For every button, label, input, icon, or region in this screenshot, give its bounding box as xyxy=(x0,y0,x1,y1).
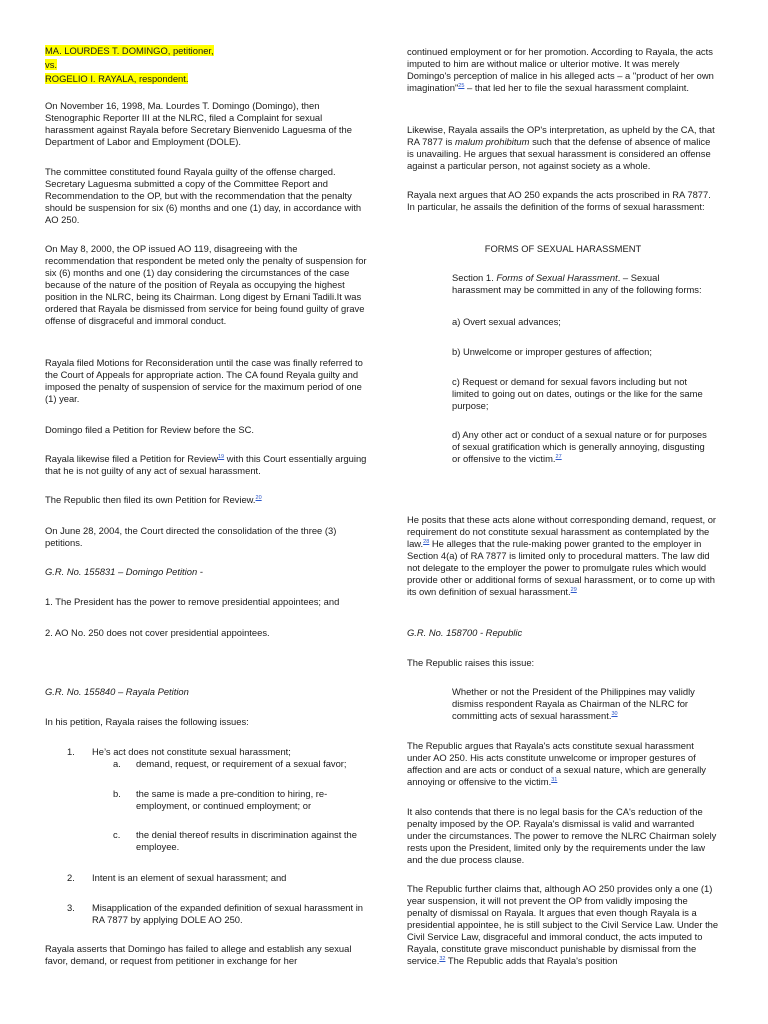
paragraph: Rayala filed Motions for Reconsideration until the case was finally referred to the Court of Appeals for appropriate action. The CA found Reyala guilty and imposed the penalty of suspension of service for the maximum period of one (1) year. xyxy=(45,357,363,404)
caption-vs: vs. xyxy=(45,59,57,70)
list-text: He’s act does not constitute sexual harassment; xyxy=(92,746,291,757)
footnote-link[interactable]: 28 xyxy=(423,538,430,545)
paragraph: The Republic raises this issue: xyxy=(407,657,535,668)
form-item: c) Request or demand for sexual favors including but not limited to going out on dates, outings or the like for the same purpose; xyxy=(452,376,703,411)
section-heading: G.R. No. 158700 - Republic xyxy=(407,627,523,638)
paragraph: 1. The President has the power to remove presidential appointees; and xyxy=(45,596,340,607)
paragraph: It also contends that there is no legal basis for the CA's reduction of the penalty imposed by the OP. Rayala's dismissal is valid and warranted under the circumstances. The power to remove the NLRC Chairman solely rests upon the President, limited only by the requirements under the law and the due process clause. xyxy=(407,806,717,865)
paragraph: The committee constituted found Rayala guilty of the offense charged. Secretary Laguesma submitted a copy of the Committee Report and Recommendation to the OP, but with the recommendation that the penalty should be suspension for six (6) months and one (1) day, in accordance with AO 250. xyxy=(45,166,362,225)
text: with this Court essentially arguing that he is not guilty of any act of sexual harassment. xyxy=(45,453,367,476)
list-letter: b. xyxy=(113,788,121,799)
list-text: the same is made a pre-condition to hiring, re-employment, or continued employment; or xyxy=(136,788,328,811)
text: The Republic argues that Rayala's acts constitute sexual harassment under AO 250. His acts constitute unwelcome or improper gestures of affection and are acts or conduct of a sexual nature, which are generally annoying or offensive to the victim. xyxy=(407,740,706,787)
paragraph xyxy=(407,46,719,94)
footnote-link[interactable]: 31 xyxy=(551,776,558,783)
list-letter: c. xyxy=(113,829,121,840)
text: such that the defense of absence of malice is unavailing. He argues that sexual harassment is considered an offense against a particular person, not against society as a whole. xyxy=(407,136,711,171)
text: – that led her to file the sexual harassment complaint. xyxy=(464,82,690,93)
section-text xyxy=(452,272,709,296)
paragraph xyxy=(45,453,367,477)
form-item: a) Overt sexual advances; xyxy=(452,316,561,327)
paragraph: Rayala asserts that Domingo has failed to allege and establish any sexual favor, demand, or request from petitioner in exchange for her xyxy=(45,943,352,966)
case-caption xyxy=(45,44,367,86)
forms-title: FORMS OF SEXUAL HARASSMENT xyxy=(484,243,642,254)
section-heading: G.R. No. 155831 – Domingo Petition - xyxy=(45,566,203,577)
footnote-link[interactable]: 25 xyxy=(458,82,465,89)
list-letter: a. xyxy=(113,758,121,769)
form-item: b) Unwelcome or improper gestures of affection; xyxy=(452,346,652,357)
paragraph: On June 28, 2004, the Court directed the consolidation of the three (3) petitions. xyxy=(45,525,337,548)
text: . – Sexual harassment may be committed in any of the following forms: xyxy=(452,272,702,295)
paragraph xyxy=(407,883,719,967)
text-italic: Forms of Sexual Harassment xyxy=(496,272,618,283)
paragraph xyxy=(407,124,719,172)
text: Section 1. xyxy=(452,272,497,283)
list-number: 1. xyxy=(67,746,75,757)
list-number: 3. xyxy=(67,902,75,913)
footnote-link[interactable]: 20 xyxy=(255,494,262,501)
paragraph: In his petition, Rayala raises the following issues: xyxy=(45,716,249,727)
text: Whether or not the President of the Philippines may validly dismiss respondent Rayala as Chairman of the NLRC for committing acts of sexual harassment. xyxy=(452,686,695,721)
list-text: Misapplication of the expanded definition of sexual harassment in RA 7877 by applying DOLE AO 250. xyxy=(92,902,364,925)
text: The Republic then filed its own Petition for Review. xyxy=(45,494,256,505)
list-text: Intent is an element of sexual harassment; and xyxy=(92,872,287,883)
text: Rayala likewise filed a Petition for Review xyxy=(45,453,218,464)
list-text: the denial thereof results in discrimination against the employee. xyxy=(136,829,357,852)
list-number: 2. xyxy=(67,872,75,883)
text-italic: malum prohibitum xyxy=(454,136,530,147)
issue-quote xyxy=(452,686,709,722)
text: d) Any other act or conduct of a sexual nature or for purposes of sexual gratification which is generally annoying, disgusting or offensive to the victim. xyxy=(452,429,707,464)
paragraph xyxy=(407,740,719,788)
form-item xyxy=(452,429,709,465)
caption-petitioner: MA. LOURDES T. DOMINGO, petitioner, xyxy=(45,45,214,56)
paragraph: Domingo filed a Petition for Review before the SC. xyxy=(45,424,254,435)
paragraph xyxy=(407,514,719,598)
text: He alleges that the rule-making power granted to the employer in Section 4(a) of RA 7877 is limited only to procedural matters. The law did not delegate to the employer the power to promulgate rules which would provide other or additional forms of sexual harassment, or to come up with its own definition of sexual harassment. xyxy=(407,538,715,597)
text: continued employment or for her promotion. According to Rayala, the acts imputed to him are without malice or ulterior motive. It was merely Domingo's perception of malice in his alleged acts – a "product of her own imagination" xyxy=(407,46,714,93)
paragraph xyxy=(45,494,367,506)
footnote-link[interactable]: 29 xyxy=(570,586,577,593)
footnote-link[interactable]: 30 xyxy=(611,710,618,717)
section-heading: G.R. No. 155840 – Rayala Petition xyxy=(45,686,189,697)
list-text: demand, request, or requirement of a sexual favor; xyxy=(136,758,347,769)
paragraph: On May 8, 2000, the OP issued AO 119, disagreeing with the recommendation that respondent be meted only the penalty of suspension for six (6) months and one (1) day considering the circumstances of the case because of the nature of the position of Reyala as occupying the highest position in the NLRC, being its Chairman. Long digest by Ernani Tadili.It was ordered that Rayala be dismissed from service for being found guilty of grave offense of disgraceful and immoral conduct. xyxy=(45,243,367,326)
text: He posits that these acts alone without corresponding demand, request, or requirement do not constitute sexual harassment as contemplated by the law. xyxy=(407,514,717,549)
caption-respondent: ROGELIO I. RAYALA, respondent. xyxy=(45,73,189,84)
text: The Republic adds that Rayala's position xyxy=(445,955,618,966)
paragraph: Rayala next argues that AO 250 expands the acts proscribed in RA 7877. In particular, he assails the definition of the forms of sexual harassment: xyxy=(407,189,711,212)
paragraph: 2. AO No. 250 does not cover presidential appointees. xyxy=(45,627,270,638)
footnote-link[interactable]: 27 xyxy=(555,453,562,460)
text: The Republic further claims that, although AO 250 provides only a one (1) year suspension, it will not prevent the OP from validly imposing the penalty of dismissal on Rayala. It argues that even though Rayala is a presidential appointee, he is still subject to the Civil Service Law. Under the Civil Service Law, disgraceful and immoral conduct, the acts imputed to Rayala, constitute grave misconduct punishable by dismissal from the service. xyxy=(407,883,719,966)
footnote-link[interactable]: 19 xyxy=(218,453,225,460)
paragraph: On November 16, 1998, Ma. Lourdes T. Domingo (Domingo), then Stenographic Reporter III at the NLRC, filed a Complaint for sexual harassment against Rayala before Secretary Bienvenido Laguesma of the Department of Labor and Employment (DOLE). xyxy=(45,100,352,147)
footnote-link[interactable]: 32 xyxy=(439,955,446,962)
text: Likewise, Rayala assails the OP's interpretation, as upheld by the CA, that RA 7877 is xyxy=(407,124,715,147)
